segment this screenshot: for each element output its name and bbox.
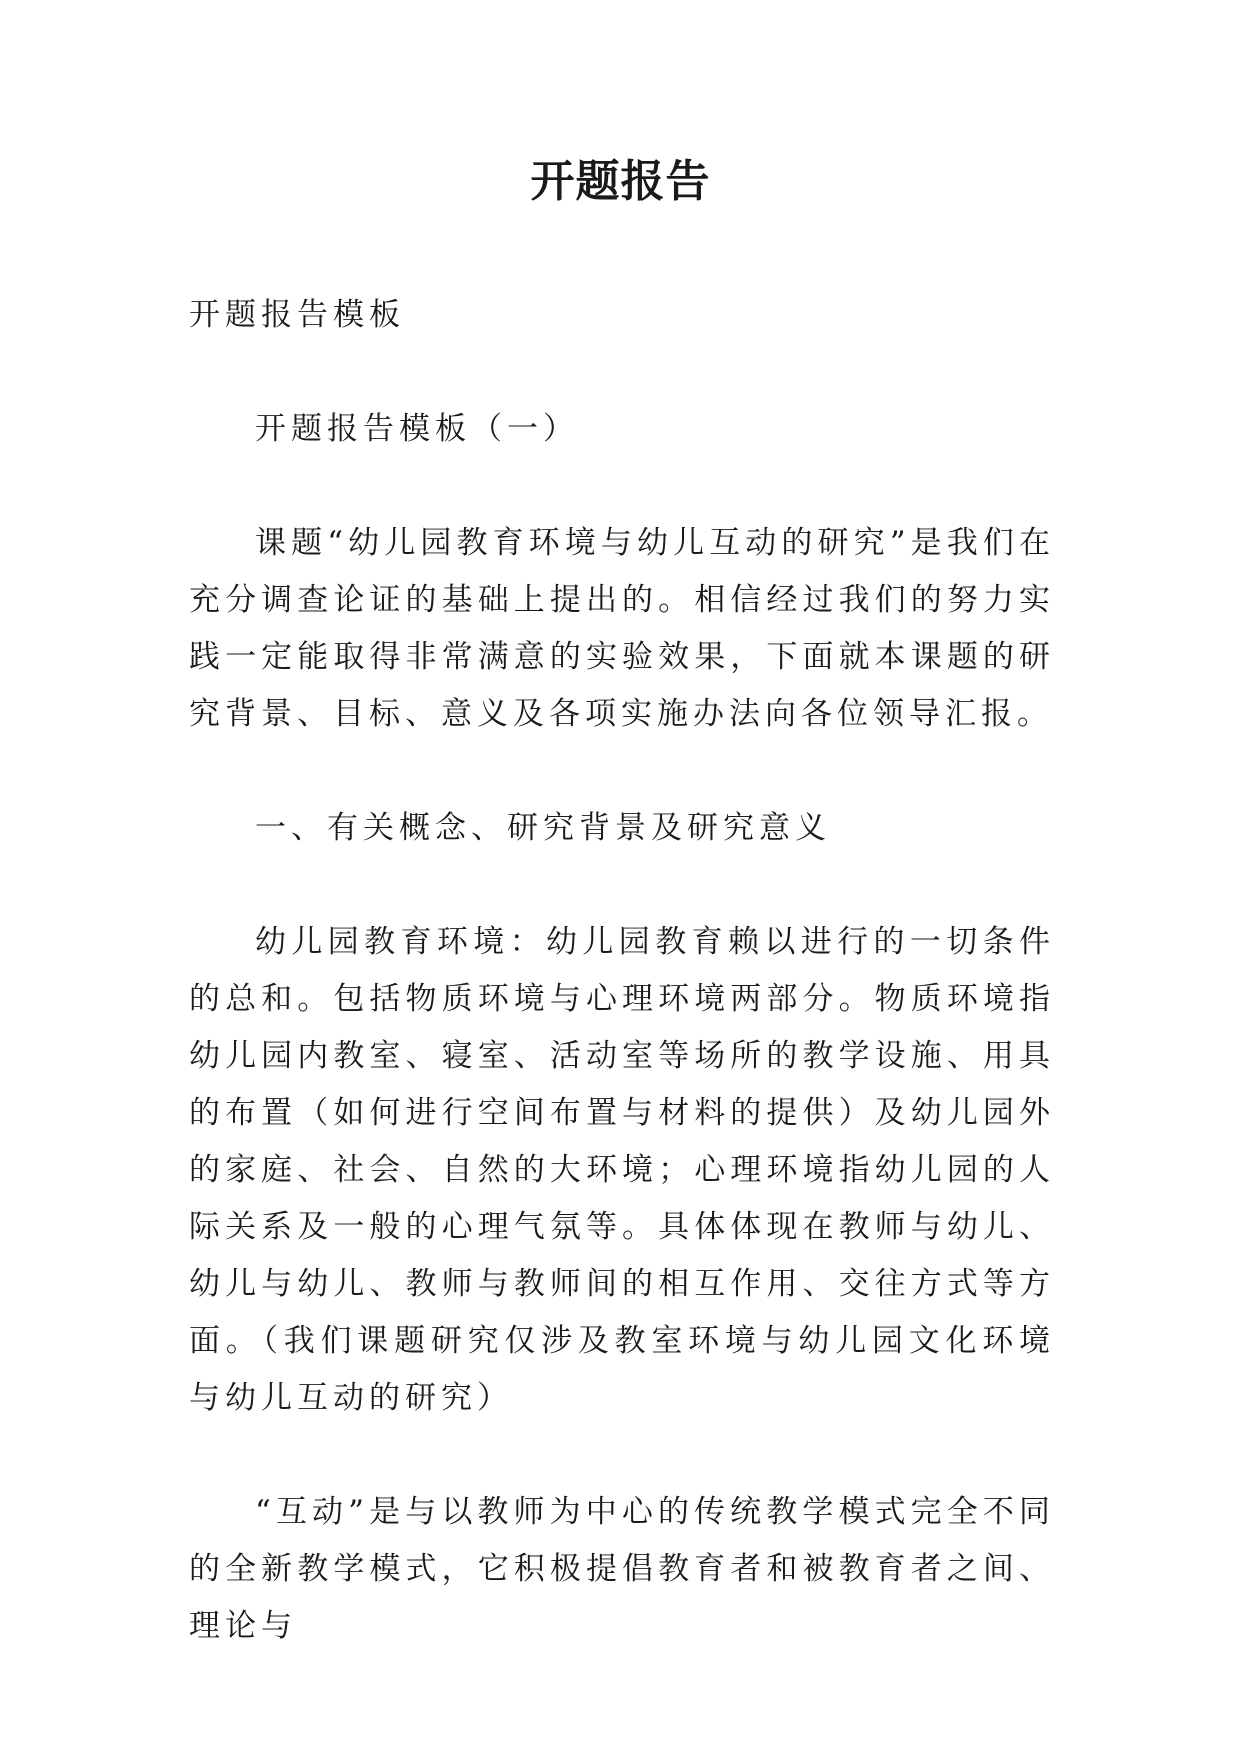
- interaction-paragraph: “互动”是与以教师为中心的传统教学模式完全不同的全新教学模式，它积极提倡教育者和被教育者之间、理论与: [189, 1494, 1055, 1644]
- template-heading: 开题报告模板: [189, 297, 405, 333]
- definition-paragraph: 幼儿园教育环境：幼儿园教育赖以进行的一切条件的总和。包括物质环境与心理环境两部分。物质环境指幼儿园内教室、寝室、活动室等场所的教学设施、用具的布置（如何进行空间布置与材料的提供）及幼儿园外的家庭、社会、自然的大环境；心理环境指幼儿园的人际关系及一般的心理气氛等。具体体现在教师与幼儿、幼儿与幼儿、教师与教师间的相互作用、交往方式等方面。（我们课题研究仅涉及教室环境与幼儿园文化环境与幼儿互动的研究）: [189, 924, 1055, 1416]
- intro-paragraph: 课题“幼儿园教育环境与幼儿互动的研究”是我们在充分调查论证的基础上提出的。相信经过我们的努力实践一定能取得非常满意的实验效果，下面就本课题的研究背景、目标、意义及各项实施办法向各位领导汇报。: [189, 525, 1055, 732]
- section-heading: 一、有关概念、研究背景及研究意义: [255, 810, 831, 846]
- section-label: 开题报告模板（一）: [255, 411, 579, 447]
- document-body: [189, 287, 1055, 1712]
- document-title: 开题报告: [530, 156, 711, 207]
